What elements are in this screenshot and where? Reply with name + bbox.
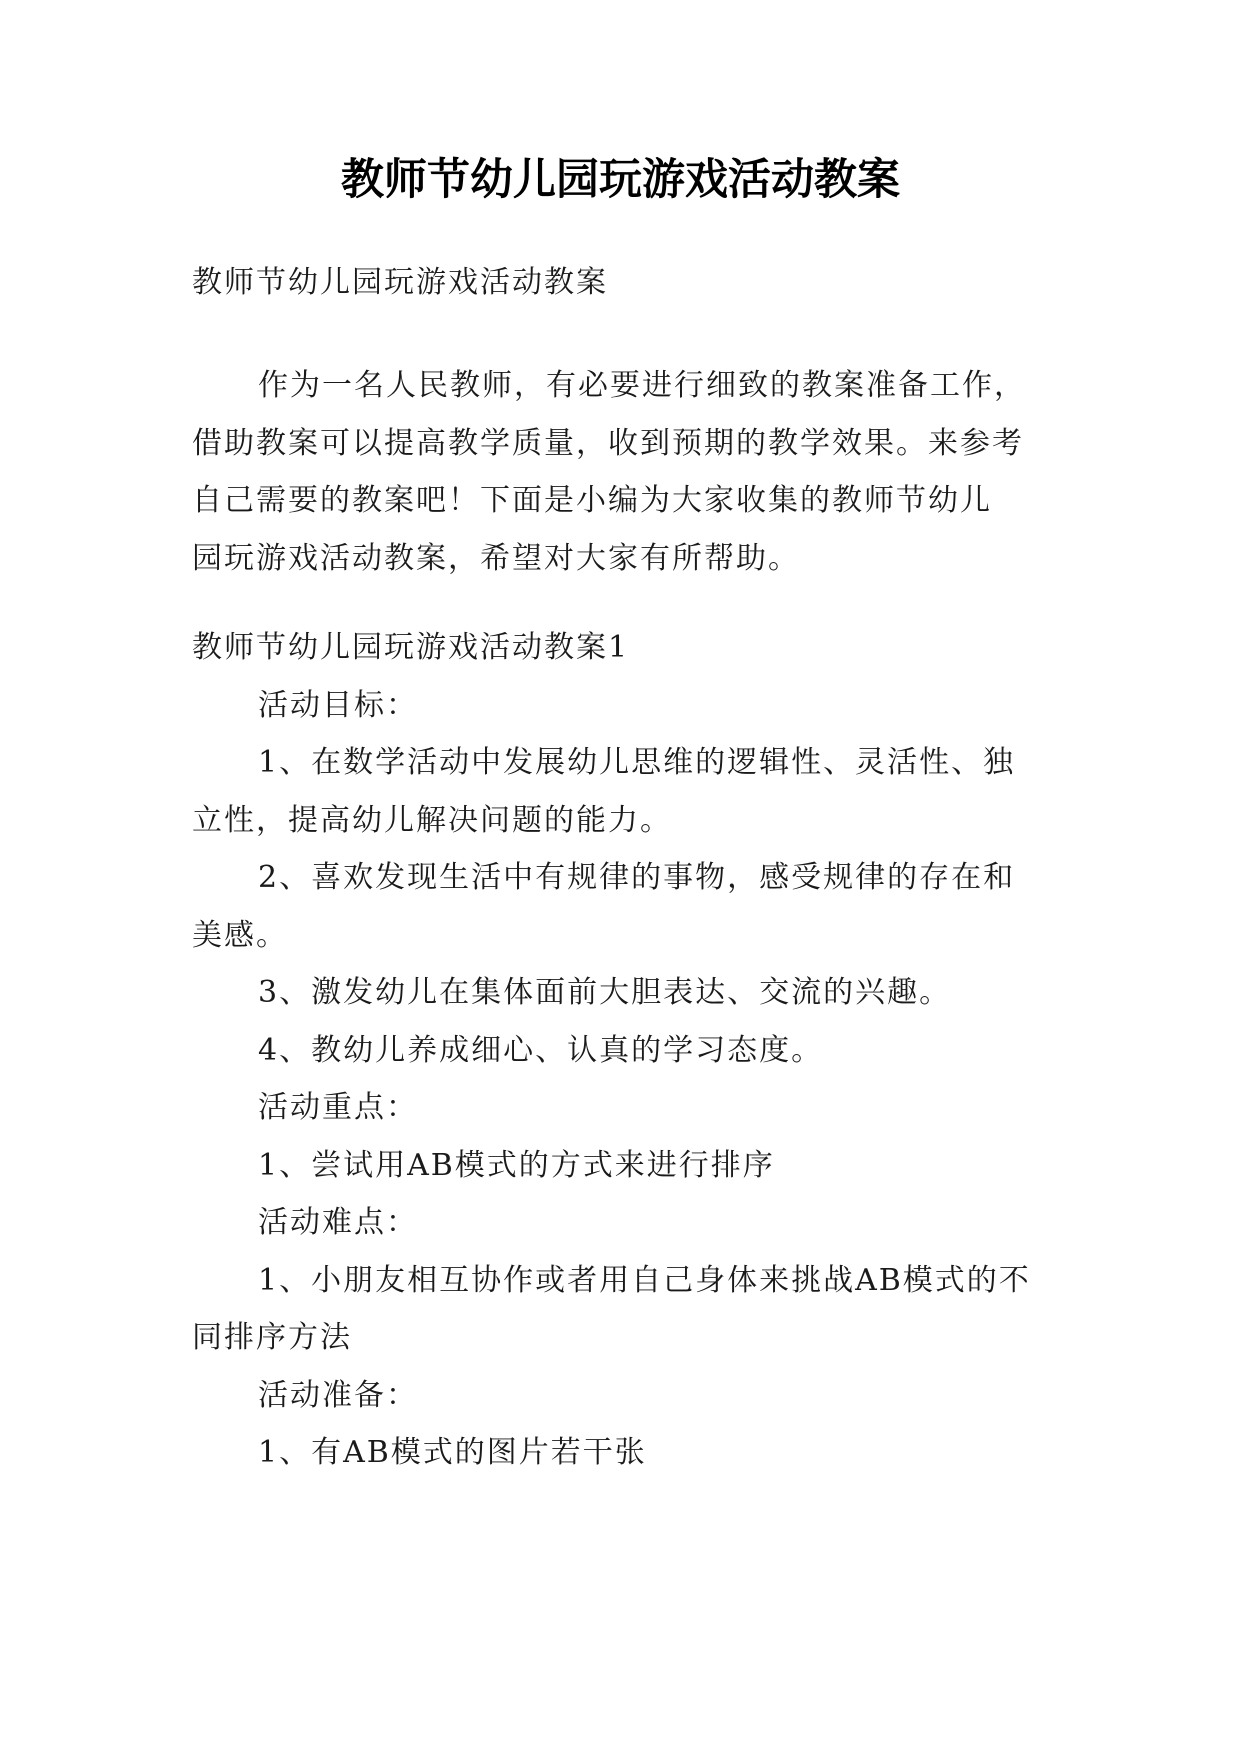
intro-line: 借助教案可以提高教学质量，收到预期的教学效果。来参考	[192, 425, 1024, 461]
content-line: 活动难点：	[258, 1205, 418, 1240]
content-line: 3、激发幼儿在集体面前大胆表达、交流的兴趣。	[258, 975, 952, 1010]
content-line: 活动目标：	[258, 687, 418, 723]
section-heading: 教师节幼儿园玩游戏活动教案1	[192, 630, 630, 665]
intro-line: 自己需要的教案吧！下面是小编为大家收集的教师节幼儿	[192, 483, 992, 518]
intro-line: 园玩游戏活动教案，希望对大家有所帮助。	[192, 540, 800, 576]
document-subtitle: 教师节幼儿园玩游戏活动教案	[192, 265, 608, 300]
subtitle-block	[192, 254, 1052, 312]
content-line: 活动重点：	[258, 1090, 418, 1125]
content-line: 立性，提高幼儿解决问题的能力。	[192, 802, 672, 838]
lesson-plan-section	[192, 619, 1052, 1482]
content-line: 4、教幼儿养成细心、认真的学习态度。	[258, 1032, 824, 1068]
content-line: 1、小朋友相互协作或者用自己身体来挑战AB模式的不	[258, 1262, 1031, 1298]
content-line: 同排序方法	[192, 1320, 352, 1355]
content-line: 1、在数学活动中发展幼儿思维的逻辑性、灵活性、独	[258, 745, 1016, 780]
content-line: 1、尝试用AB模式的方式来进行排序	[258, 1147, 775, 1183]
content-line: 1、有AB模式的图片若干张	[258, 1435, 647, 1470]
intro-paragraph	[192, 357, 1052, 587]
content-line: 活动准备：	[258, 1377, 418, 1413]
intro-line: 作为一名人民教师，有必要进行细致的教案准备工作，	[258, 368, 1026, 403]
document-title: 教师节幼儿园玩游戏活动教案	[341, 155, 900, 205]
content-line: 2、喜欢发现生活中有规律的事物，感受规律的存在和	[258, 860, 1016, 895]
content-line: 美感。	[192, 917, 288, 953]
